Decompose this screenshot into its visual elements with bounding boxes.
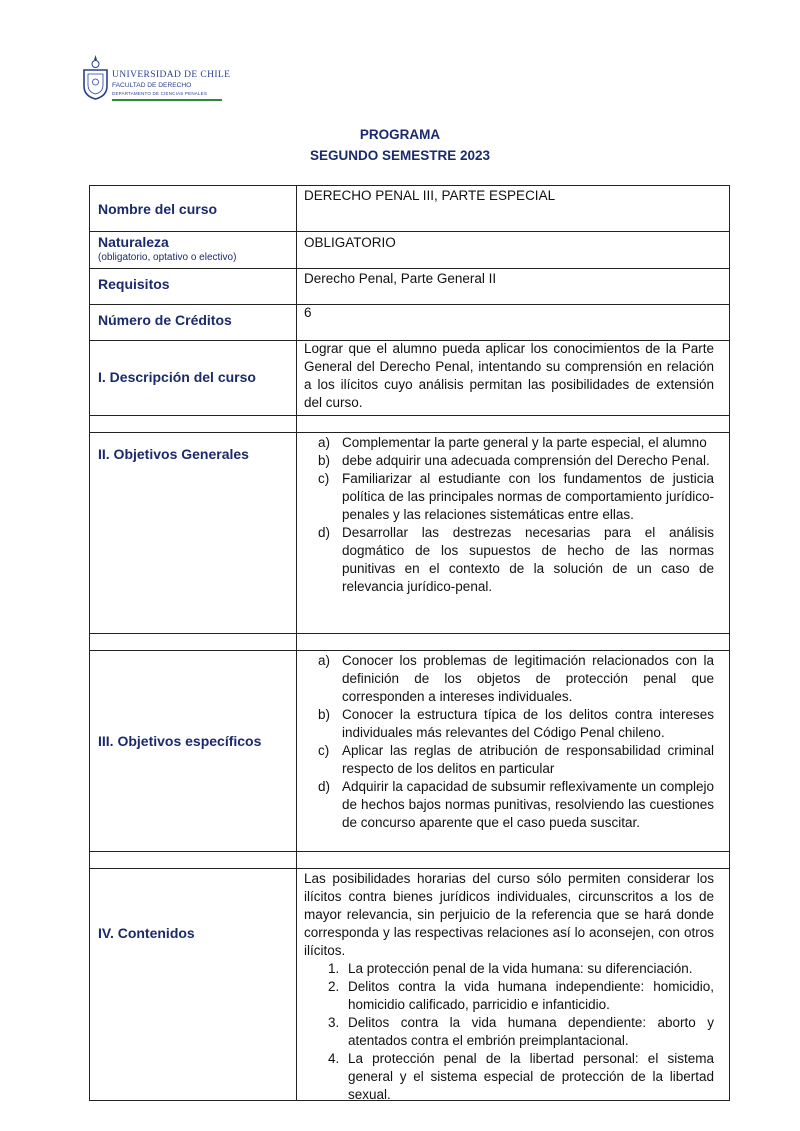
list-item: a) Complementar la parte general y la parte especial, el alumno: [318, 435, 707, 450]
course-name-label: Nombre del curso: [98, 201, 218, 217]
contents-section: [304, 870, 714, 1104]
list-item: d) Adquirir la capacidad de subsumir reflexivamente un complejo de hechos bajos normas punitivas, resolviendo las cuestiones de concurso aparente que el caso pueda suscitar.: [318, 779, 714, 830]
credits-label: Número de Créditos: [98, 312, 232, 328]
list-item: b) debe adquirir una adecuada comprensión del Derecho Penal.: [318, 453, 710, 468]
row-divider: [89, 268, 730, 269]
row-divider: [89, 868, 730, 869]
course-name-value: DERECHO PENAL III, PARTE ESPECIAL: [304, 188, 556, 203]
row-divider: [89, 415, 730, 416]
list-item: 4. La protección penal de la libertad personal: el sistema general y el sistema especial de protección de la libertad sexual.: [328, 1051, 714, 1102]
list-item: a) Conocer los problemas de legitimación relacionados con la definición de los objetos de protección penal que corresponden a intereses individuales.: [318, 653, 714, 704]
row-divider: [89, 231, 730, 232]
specific-objectives-list: [304, 652, 714, 832]
description-value: Lograr que el alumno pueda aplicar los conocimientos de la Parte General del Derecho Penal, intentando su comprensión en relación a los ilícitos cuyo análisis permitan las posibilidades de extensión del curso.: [304, 341, 714, 410]
list-item: 3. Delitos contra la vida humana dependiente: aborto y atentados contra el embrión preimplantacional.: [328, 1015, 714, 1048]
nature-value: OBLIGATORIO: [304, 235, 396, 250]
specific-objectives-label: III. Objetivos específicos: [98, 733, 262, 749]
row-divider: [89, 633, 730, 634]
program-title: PROGRAMA: [359, 127, 441, 142]
contents-label: IV. Contenidos: [98, 925, 195, 941]
nature-sublabel: (obligatorio, optativo o electivo): [98, 252, 237, 263]
requirements-label: Requisitos: [98, 276, 170, 292]
description-label: I. Descripción del curso: [98, 369, 256, 385]
list-item: b) Conocer la estructura típica de los delitos contra intereses individuales más relevantes del Código Penal chileno.: [318, 707, 714, 740]
general-objectives-list: [304, 434, 714, 596]
logo-underline: [112, 99, 222, 101]
requirements-value: Derecho Penal, Parte General II: [304, 271, 497, 286]
university-logo: [82, 54, 232, 104]
general-objectives-label: II. Objetivos Generales: [98, 446, 249, 462]
row-divider: [89, 650, 730, 651]
semester-title: SEGUNDO SEMESTRE 2023: [309, 148, 491, 163]
column-divider: [296, 185, 297, 1101]
faculty-name: FACULTAD DE DERECHO: [112, 82, 192, 89]
course-program-table: [89, 185, 730, 1101]
row-divider: [89, 851, 730, 852]
list-item: c) Familiarizar al estudiante con los fundamentos de justicia política de las principales normas de comportamiento jurídico-penales y las relaciones sistemáticas entre ellas.: [318, 471, 714, 522]
list-item: 1. La protección penal de la vida humana: su diferenciación.: [328, 961, 693, 976]
department-name: DEPARTAMENTO DE CIENCIAS PENALES: [112, 91, 208, 96]
university-name: UNIVERSIDAD DE CHILE: [112, 70, 231, 80]
contents-intro: Las posibilidades horarias del curso sólo permiten considerar los ilícitos contra bienes jurídicos individuales, circunscritos a los de mayor relevancia, sin perjuicio de la referencia que se hará donde corresponda y las respectivas relaciones así lo aconsejen, con otros ilícitos.: [304, 871, 714, 958]
row-divider: [89, 432, 730, 433]
nature-label: Naturaleza: [98, 234, 169, 250]
credits-value: 6: [304, 305, 312, 320]
list-item: c) Aplicar las reglas de atribución de responsabilidad criminal respecto de los delitos en particular: [318, 743, 714, 776]
university-seal-icon: [82, 54, 109, 100]
list-item: 2. Delitos contra la vida humana independiente: homicidio, homicidio calificado, parricidio e infanticidio.: [328, 979, 714, 1012]
list-item: d) Desarrollar las destrezas necesarias para el análisis dogmático de los supuestos de hecho de las normas punitivas en el contexto de la solución de un caso de relevancia jurídico-penal.: [318, 525, 714, 594]
